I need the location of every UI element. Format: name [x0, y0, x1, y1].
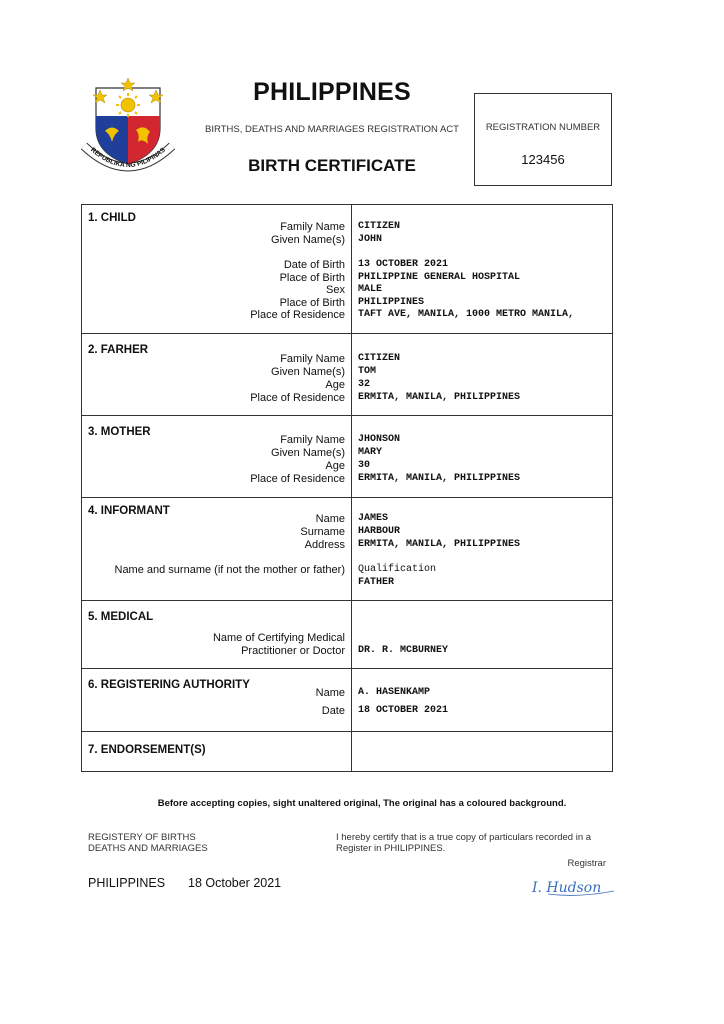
informant-qualification: FATHER — [358, 577, 395, 588]
registrar-label: Registrar — [567, 858, 606, 869]
row-divider — [82, 415, 612, 416]
mother-age-label: Age — [325, 460, 345, 472]
section-father-heading: 2. FARHER — [88, 344, 149, 356]
footer-country: PHILIPPINES — [88, 876, 166, 890]
registration-act: BIRTHS, DEATHS AND MARRIAGES REGISTRATION ACT — [205, 124, 459, 135]
mother-residence-label: Place of Residence — [250, 473, 345, 485]
certificate-table — [81, 204, 613, 772]
child-family-name: CITIZEN — [358, 221, 401, 232]
child-place-of-birth: PHILIPPINE GENERAL HOSPITAL — [358, 272, 521, 283]
country-title: PHILIPPINES — [253, 78, 411, 106]
child-given-names: JOHN — [358, 234, 383, 245]
child-residence: TAFT AVE, MANILA, 1000 METRO MANILA, — [358, 309, 575, 320]
informant-surname: HARBOUR — [358, 526, 401, 537]
section-medical-heading: 5. MEDICAL — [88, 611, 154, 623]
father-family-name-label: Family Name — [280, 353, 345, 365]
authority-name: A. HASENKAMP — [358, 687, 431, 698]
signature-text: I. Hudson — [532, 880, 602, 896]
medical-label-line2: Practitioner or Doctor — [241, 645, 345, 657]
child-place-of-birth2: PHILIPPINES — [358, 297, 425, 308]
mother-family-name: JHONSON — [358, 434, 401, 445]
section-informant-heading: 4. INFORMANT — [88, 505, 170, 517]
medical-label-line1: Name of Certifying Medical — [212, 632, 345, 644]
registration-number-label: REGISTRATION NUMBER — [485, 122, 601, 133]
certificate-title: BIRTH CERTIFICATE — [248, 156, 416, 175]
column-divider — [351, 205, 352, 771]
mother-given-names-label: Given Name(s) — [271, 447, 345, 459]
informant-name: JAMES — [358, 513, 389, 524]
row-divider — [82, 600, 612, 601]
certification-statement — [336, 832, 606, 854]
informant-surname-label: Surname — [300, 526, 345, 538]
authority-date-label: Date — [321, 705, 345, 717]
mother-age: 30 — [358, 460, 371, 471]
authority-date: 18 OCTOBER 2021 — [358, 705, 449, 716]
certify-line1: I hereby certify that is a true copy of particulars recorded in a — [336, 832, 592, 843]
row-divider — [82, 668, 612, 669]
registry-line2: DEATHS AND MARRIAGES — [88, 843, 208, 854]
row-divider — [82, 731, 612, 732]
father-age: 32 — [358, 379, 371, 390]
registration-number: 123456 — [521, 152, 565, 167]
informant-address: ERMITA, MANILA, PHILIPPINES — [358, 539, 521, 550]
registrar-signature — [528, 876, 618, 898]
child-place-of-birth-label: Place of Birth — [279, 272, 345, 284]
child-sex: MALE — [358, 284, 383, 295]
section-mother-heading: 3. MOTHER — [88, 426, 151, 438]
registration-number-box — [474, 93, 612, 186]
child-sex-label: Sex — [326, 284, 345, 296]
father-age-label: Age — [325, 379, 345, 391]
authenticity-notice: Before accepting copies, sight unaltered original, The original has a coloured background. — [157, 798, 567, 809]
child-given-names-label: Given Name(s) — [271, 234, 345, 246]
child-dob: 13 OCTOBER 2021 — [358, 259, 449, 270]
section-endorsements-heading: 7. ENDORSEMENT(S) — [88, 744, 206, 756]
registry-name — [88, 832, 208, 854]
mother-family-name-label: Family Name — [280, 434, 345, 446]
father-residence: ERMITA, MANILA, PHILIPPINES — [358, 392, 521, 403]
mother-given-names: MARY — [358, 447, 383, 458]
seal-text: REPUBLIKA NG PILIPINAS — [89, 146, 167, 170]
informant-name-label: Name — [315, 513, 345, 525]
father-given-names-label: Given Name(s) — [271, 366, 345, 378]
informant-address-label: Address — [304, 539, 345, 551]
section-authority-heading: 6. REGISTERING AUTHORITY — [88, 679, 250, 691]
informant-qualification-label: Qualification — [358, 564, 437, 575]
child-dob-label: Date of Birth — [283, 259, 345, 271]
medical-practitioner: DR. R. MCBURNEY — [358, 645, 449, 656]
section-child-heading: 1. CHILD — [88, 212, 136, 224]
child-residence-label: Place of Residence — [250, 309, 345, 321]
philippine-seal-icon — [78, 76, 178, 180]
row-divider — [82, 497, 612, 498]
certify-line2: Register in PHILIPPINES. — [336, 843, 446, 854]
mother-residence: ERMITA, MANILA, PHILIPPINES — [358, 473, 521, 484]
father-residence-label: Place of Residence — [250, 392, 345, 404]
child-place-of-birth2-label: Place of Birth — [279, 297, 345, 309]
row-divider — [82, 333, 612, 334]
footer-date: 18 October 2021 — [188, 876, 282, 890]
informant-relation-label: Name and surname (if not the mother or father) — [114, 564, 345, 576]
father-given-names: TOM — [358, 366, 377, 377]
registry-line1: REGISTERY OF BIRTHS — [88, 832, 196, 843]
child-family-name-label: Family Name — [280, 221, 345, 233]
father-family-name: CITIZEN — [358, 353, 401, 364]
authority-name-label: Name — [315, 687, 345, 699]
